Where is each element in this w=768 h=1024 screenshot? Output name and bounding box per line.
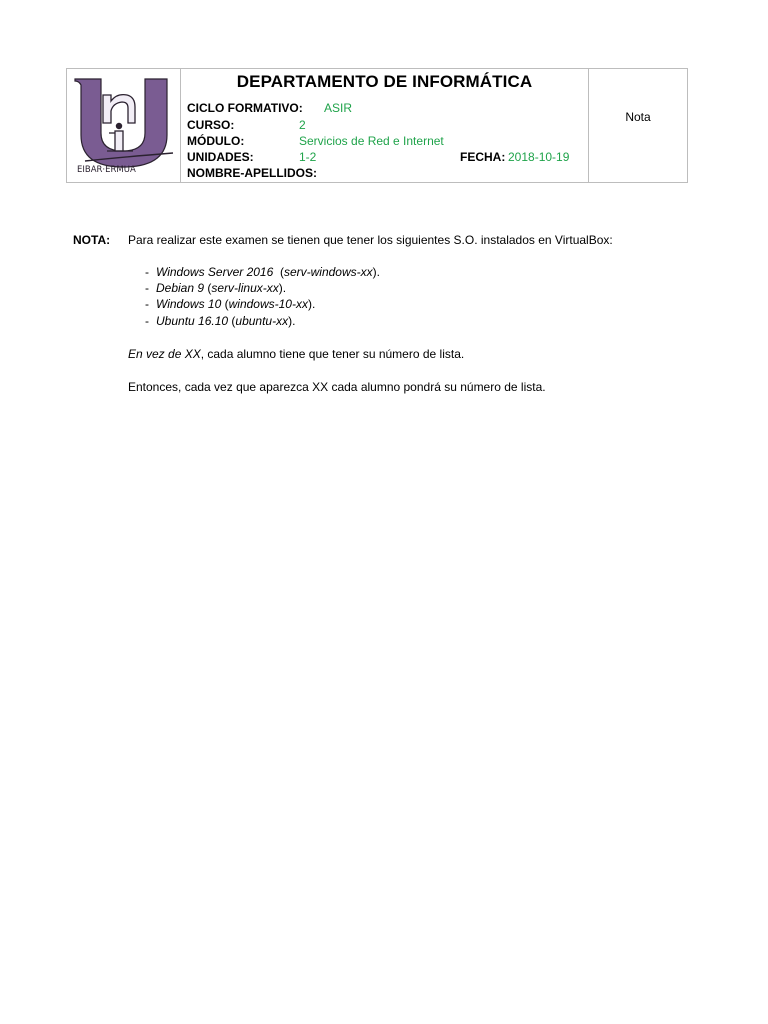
nombre-label: NOMBRE-APELLIDOS: bbox=[187, 166, 317, 180]
modulo-label: MÓDULO: bbox=[187, 134, 245, 148]
paragraph-xx-usage: Entonces, cada vez que aparezca XX cada alumno pondrá su número de lista. bbox=[128, 380, 546, 394]
os-name: Debian 9 bbox=[156, 281, 205, 295]
list-dash: - bbox=[145, 281, 149, 295]
hostname: serv-linux-xx bbox=[211, 281, 279, 295]
logo-cell bbox=[67, 69, 181, 182]
list-item bbox=[145, 314, 295, 328]
fecha-value: 2018-10-19 bbox=[508, 150, 570, 164]
logo-text: EIBAR·ERMUA bbox=[77, 165, 136, 175]
paren-open: ( bbox=[228, 314, 236, 328]
para-italic: En vez de XX bbox=[128, 347, 201, 361]
fecha-label: FECHA: bbox=[460, 150, 506, 164]
os-name: Ubuntu 16.10 bbox=[156, 314, 229, 328]
paren-close: ). bbox=[278, 281, 287, 295]
unidades-value: 1-2 bbox=[299, 150, 317, 164]
nota-label: Nota bbox=[625, 110, 651, 124]
hostname: serv-windows-xx bbox=[283, 265, 373, 279]
list-dash: - bbox=[145, 265, 149, 279]
list-item bbox=[145, 281, 286, 295]
paren-close: ). bbox=[288, 314, 296, 328]
paren-close: ). bbox=[307, 297, 316, 311]
header-table bbox=[66, 68, 688, 183]
nota-cell bbox=[589, 69, 687, 182]
ciclo-label: CICLO FORMATIVO: bbox=[187, 101, 303, 115]
department-title: DEPARTAMENTO DE INFORMÁTICA bbox=[236, 72, 533, 91]
list-dash: - bbox=[145, 314, 149, 328]
os-name: Windows Server 2016 bbox=[156, 265, 274, 279]
paren-open: ( bbox=[221, 297, 229, 311]
list-item bbox=[145, 297, 315, 311]
para-rest: , cada alumno tiene que tener su número de lista. bbox=[200, 347, 465, 361]
list-item bbox=[145, 265, 380, 279]
paren-close: ). bbox=[372, 265, 380, 279]
modulo-value: Servicios de Red e Internet bbox=[299, 134, 444, 148]
hostname: windows-10-xx bbox=[228, 297, 308, 311]
paren-open: ( bbox=[273, 265, 284, 279]
note-label: NOTA: bbox=[73, 233, 111, 247]
ciclo-value: ASIR bbox=[324, 101, 353, 115]
unidades-label: UNIDADES: bbox=[187, 150, 254, 164]
list-dash: - bbox=[145, 297, 149, 311]
header-main-cell bbox=[181, 69, 589, 182]
note-intro: Para realizar este examen se tienen que tener los siguientes S.O. instalados en VirtualBox: bbox=[128, 233, 613, 247]
curso-label: CURSO: bbox=[187, 118, 235, 132]
school-logo bbox=[71, 73, 177, 181]
paragraph-xx-explanation bbox=[128, 347, 464, 361]
hostname: ubuntu-xx bbox=[235, 314, 289, 328]
paren-open: ( bbox=[204, 281, 212, 295]
os-name: Windows 10 bbox=[156, 297, 222, 311]
curso-value: 2 bbox=[299, 118, 306, 132]
